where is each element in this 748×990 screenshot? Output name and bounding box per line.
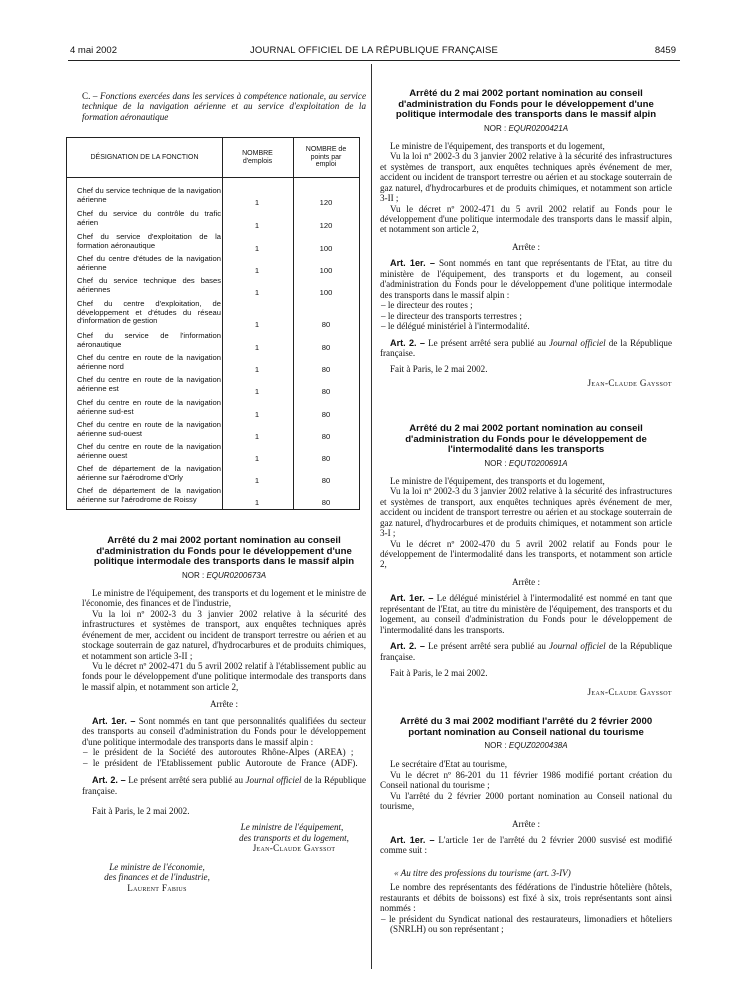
row-emplois: 1 (254, 386, 260, 396)
row-points: 80 (321, 319, 331, 329)
row-emplois: 1 (254, 220, 260, 230)
right-arrete-alpin (380, 89, 672, 388)
article-text: Le présent arrêté sera publié au (428, 337, 546, 348)
journal-name: Journal officiel (549, 337, 606, 348)
row-emplois: 1 (254, 287, 260, 297)
row-function: Chef du service technique de la navigation aérienne (77, 186, 221, 204)
list-item: – le directeur des routes ; (381, 300, 473, 311)
paragraph: Vu l'arrêté du 2 février 2000 portant nomination au Conseil national du tourisme, (380, 790, 672, 812)
row-points: 80 (321, 497, 331, 507)
table-row (67, 210, 361, 230)
functions-table (66, 137, 360, 510)
row-function: Chef du centre en route de la navigation aérienne nord (77, 353, 221, 371)
article-text: Le présent arrêté sera publié au (428, 641, 546, 652)
arrete-word: Arrête : (209, 699, 239, 710)
article-label: Art. 2. – (390, 641, 425, 652)
paragraph: Vu le décret nº 2002-471 du 5 avril 2002 relatif à l'établissement public au fonds pour le développement d'une politique intermodale des transports dans le massif alpin, et notamment son article 2, (82, 661, 366, 692)
section-c-heading (82, 91, 366, 122)
table-row (67, 300, 361, 329)
row-function: Chef de département de la navigation aérienne sur l'aérodrome de Roissy (77, 486, 221, 504)
nor-label: NOR : (484, 458, 507, 468)
header-rule (68, 60, 680, 61)
article-text: Sont nommés en tant que représentants de l'Etat, au titre du ministère de l'équipement, des transports et du logement, au conseil d'administration du Fonds pour le développement d'une politique intermodale des transports dans le massif alpin : (380, 258, 672, 300)
row-points: 120 (319, 197, 333, 207)
list-item: – le directeur des transports terrestres ; (381, 310, 522, 321)
header-emplois-text: NOMBRE d'emplois (242, 150, 273, 165)
table-row (67, 187, 361, 207)
article-text: Le délégué ministériel à l'intermodalité est nommé en tant que représentant de l'Etat, au titre du ministère de l'équipement, des transports et du logement, au conseil d'administration du Fonds pour le développement de l'intermodalité dans les transports. (380, 593, 672, 635)
row-function: Chef de département de la navigation aérienne sur l'aérodrome d'Orly (77, 464, 221, 482)
row-function: Chef du centre en route de la navigation aérienne est (77, 375, 221, 393)
paragraph: Vu le décret nº 2002-471 du 5 avril 2002 relatif au Fonds pour le développement d'une politique intermodale des transports dans le massif alpin, et notamment son article 2, (380, 203, 672, 235)
signatory-name: Jean-Claude Gayssot (587, 686, 672, 697)
arrete-title: Arrêté du 2 mai 2002 portant nomination au conseil d'administration du Fonds pour le développement d'une politique intermodale des transports dans le massif alpin (93, 535, 355, 568)
article-label: Art. 1er. – (92, 715, 136, 726)
article-text: de la République française. (380, 641, 672, 662)
nor-reference (380, 741, 672, 750)
signature-date: Fait à Paris, le 2 mai 2002. (92, 805, 190, 816)
nor-reference (82, 571, 366, 580)
right-arrete-intermodalite (380, 424, 672, 697)
signatory-title: Le ministre de l'équipement, (240, 822, 344, 833)
table-row (67, 465, 361, 485)
row-emplois: 1 (254, 364, 260, 374)
table-row (67, 421, 361, 441)
paragraph: Le secrétaire d'Etat au tourisme, (390, 759, 508, 770)
header-date: 4 mai 2002 (70, 45, 118, 56)
nor-label: NOR : (181, 570, 205, 580)
paragraph: Vu le décret nº 86-201 du 11 février 1986 modifié portant création du Conseil national du tourisme ; (380, 769, 672, 791)
table-row (67, 255, 361, 275)
paragraph: Vu la loi nº 2002-3 du 3 janvier 2002 relative à la sécurité des infrastructures et systèmes de transport, aux enquêtes techniques après événement de mer, accident ou incident de transport terrestre ou aérien et au stockage souterrain de gaz naturel, d'hydrocarbures et de produits chimiques, et notamment son article 3-II ; (82, 608, 366, 661)
row-emplois: 1 (254, 497, 260, 507)
table-row (67, 443, 361, 463)
signatory-title: des transports et du logement, (239, 832, 349, 843)
nor-reference (380, 124, 672, 133)
header-points-text: NOMBRE de points par emploi (305, 146, 347, 169)
arrete-word: Arrête : (511, 818, 541, 829)
row-function: Chef du centre en route de la navigation aérienne sud-ouest (77, 420, 221, 438)
row-function: Chef du service d'exploitation de la formation aéronautique (77, 232, 221, 250)
table-row (67, 376, 361, 396)
table-header-emplois (222, 138, 293, 178)
journal-title: JOURNAL OFFICIEL DE LA RÉPUBLIQUE FRANÇAISE (249, 45, 499, 56)
journal-name: Journal officiel (549, 641, 606, 652)
table-row (67, 487, 361, 507)
row-function: Chef du service du contrôle du trafic aérien (77, 209, 221, 227)
signatory-title: des finances et de l'industrie, (104, 872, 210, 883)
article-label: Art. 1er. – (390, 593, 434, 604)
nor-label: NOR : (484, 741, 507, 751)
paragraph: Le ministre de l'équipement, des transports et du logement, (390, 140, 605, 151)
list-item: – le délégué ministériel à l'intermodalité. (381, 321, 530, 332)
list-item: – le président de l'Etablissement public Autoroute de France (ADF). (83, 757, 358, 768)
row-emplois: 1 (254, 409, 260, 419)
table-row (67, 233, 361, 253)
arrete-title: Arrêté du 3 mai 2002 modifiant l'arrêté du 2 février 2000 portant nomination au Conseil national du tourisme (399, 716, 653, 738)
row-points: 100 (319, 243, 333, 253)
article-text: de la République française. (82, 775, 366, 796)
nor-code: EQUR0200421A (508, 123, 569, 133)
row-function: Chef du centre d'exploitation, de développement et d'études du réseau d'information de gestion (77, 299, 221, 325)
row-points: 80 (321, 475, 331, 485)
paragraph: Le ministre de l'équipement, des transports et du logement et le ministre de l'économie, des finances et de l'industrie, (82, 587, 366, 609)
quoted-heading: « Au titre des professions du tourisme (art. 3-IV) (394, 867, 571, 878)
row-function: Chef du service de l'information aéronautique (77, 331, 221, 349)
row-function: Chef du centre en route de la navigation aérienne sud-est (77, 398, 221, 416)
row-points: 80 (321, 342, 331, 352)
article-text: Le présent arrêté sera publié au (128, 775, 244, 786)
article-text: de la République française. (380, 337, 672, 358)
row-function: Chef du centre d'études de la navigation aérienne (77, 254, 221, 272)
paragraph: Vu le décret nº 2002-470 du 5 avril 2002 relatif au Fonds pour le développement de l'intermodalité dans les transports, et notamment son article 2, (380, 538, 672, 570)
row-emplois: 1 (254, 197, 260, 207)
row-emplois: 1 (254, 342, 260, 352)
nor-reference (380, 459, 672, 468)
right-arrete-tourisme (380, 717, 672, 935)
list-item: – le président de la Société des autoroutes Rhône-Alpes (AREA) ; (83, 747, 354, 758)
row-emplois: 1 (254, 431, 260, 441)
article-text: Sont nommés en tant que personnalités qualifiées du secteur des transports au conseil d'administration du Fonds pour le développement d'une politique intermodale des transports dans le massif alpin : (82, 715, 366, 747)
paragraph: Vu la loi nº 2002-3 du 3 janvier 2002 relative à la sécurité des infrastructures et systèmes de transport, aux enquêtes techniques après événement de mer, accident ou incident de transport terrestre ou aérien et au stockage souterrain de gaz naturel, d'hydrocarbures et de produits chimiques, et notamment son article 3-I ; (380, 486, 672, 539)
row-function: Chef du service technique des bases aériennes (77, 276, 221, 294)
nor-code: EQUT0200691A (508, 458, 568, 468)
journal-name: Journal officiel (245, 775, 302, 786)
arrete-word: Arrête : (511, 241, 541, 252)
section-c-label: C. – (82, 91, 98, 101)
article-label: Art. 2. – (92, 775, 126, 786)
signatory-title: Le ministre de l'économie, (109, 861, 205, 872)
article-label: Art. 2. – (390, 337, 425, 348)
table-header-points (293, 138, 359, 178)
list-item: – le président du Syndicat national des restaurateurs, limonadiers et hôteliers (SNRLH) ou son représentant ; (381, 913, 672, 935)
row-points: 120 (319, 220, 333, 230)
row-emplois: 1 (254, 243, 260, 253)
row-points: 80 (321, 409, 331, 419)
row-points: 80 (321, 453, 331, 463)
row-points: 100 (319, 265, 333, 275)
row-points: 80 (321, 386, 331, 396)
paragraph: Le nombre des représentants des fédérations de l'industrie hôtelière (hôtels, restaurants et débits de boissons) est fixé à six, trois représentants sont ainsi nommés : (380, 882, 672, 914)
article-label: Art. 1er. – (390, 258, 435, 269)
arrete-word: Arrête : (511, 576, 541, 587)
nor-code: EQUZ0200438A (508, 741, 568, 751)
row-points: 80 (321, 431, 331, 441)
table-header-function: DÉSIGNATION DE LA FONCTION (67, 138, 222, 178)
row-points: 100 (319, 287, 333, 297)
page-header (0, 46, 748, 60)
paragraph: Vu la loi nº 2002-3 du 3 janvier 2002 relative à la sécurité des infrastructures et systèmes de transport, aux enquêtes techniques après événement de mer, accident ou incident de transport terrestre ou aérien et au stockage souterrain de gaz naturel, d'hydrocarbures et de produits chimiques, et notamment son article 3-II ; (380, 151, 672, 204)
row-emplois: 1 (254, 265, 260, 275)
signature-date: Fait à Paris, le 2 mai 2002. (390, 668, 488, 679)
signatory-name: Jean-Claude Gayssot (252, 843, 336, 854)
row-emplois: 1 (254, 475, 260, 485)
article-label: Art. 1er. – (390, 835, 435, 845)
arrete-title: Arrêté du 2 mai 2002 portant nomination au conseil d'administration du Fonds pour le développement de l'intermodalité dans les transports (405, 423, 647, 456)
column-divider (371, 64, 372, 969)
article-text: L'article 1er de l'arrêté du 2 février 2000 susvisé est modifié comme suit : (380, 835, 673, 856)
nor-label: NOR : (483, 123, 507, 133)
paragraph: Le ministre de l'équipement, des transports et du logement, (390, 475, 605, 486)
row-emplois: 1 (254, 453, 260, 463)
section-c-text: Fonctions exercées dans les services à compétence nationale, au service technique de la navigation aérienne et au service d'exploitation de la formation aéronautique (82, 91, 366, 122)
table-row (67, 277, 361, 297)
table-row (67, 399, 361, 419)
table-row (67, 354, 361, 374)
row-emplois: 1 (254, 319, 260, 329)
row-function: Chef du centre en route de la navigation aérienne ouest (77, 442, 221, 460)
left-arrete-alpin (82, 536, 366, 893)
arrete-title: Arrêté du 2 mai 2002 portant nomination au conseil d'administration du Fonds pour le développement d'une politique intermodale des transports dans le massif alpin (395, 88, 657, 121)
signature-date: Fait à Paris, le 2 mai 2002. (390, 364, 488, 375)
row-points: 80 (321, 364, 331, 374)
table-row (67, 332, 361, 352)
nor-code: EQUR0200673A (206, 570, 267, 580)
signatory-name: Laurent Fabius (127, 882, 187, 893)
page-number: 8459 (654, 45, 676, 56)
signatory-name: Jean-Claude Gayssot (587, 377, 672, 388)
